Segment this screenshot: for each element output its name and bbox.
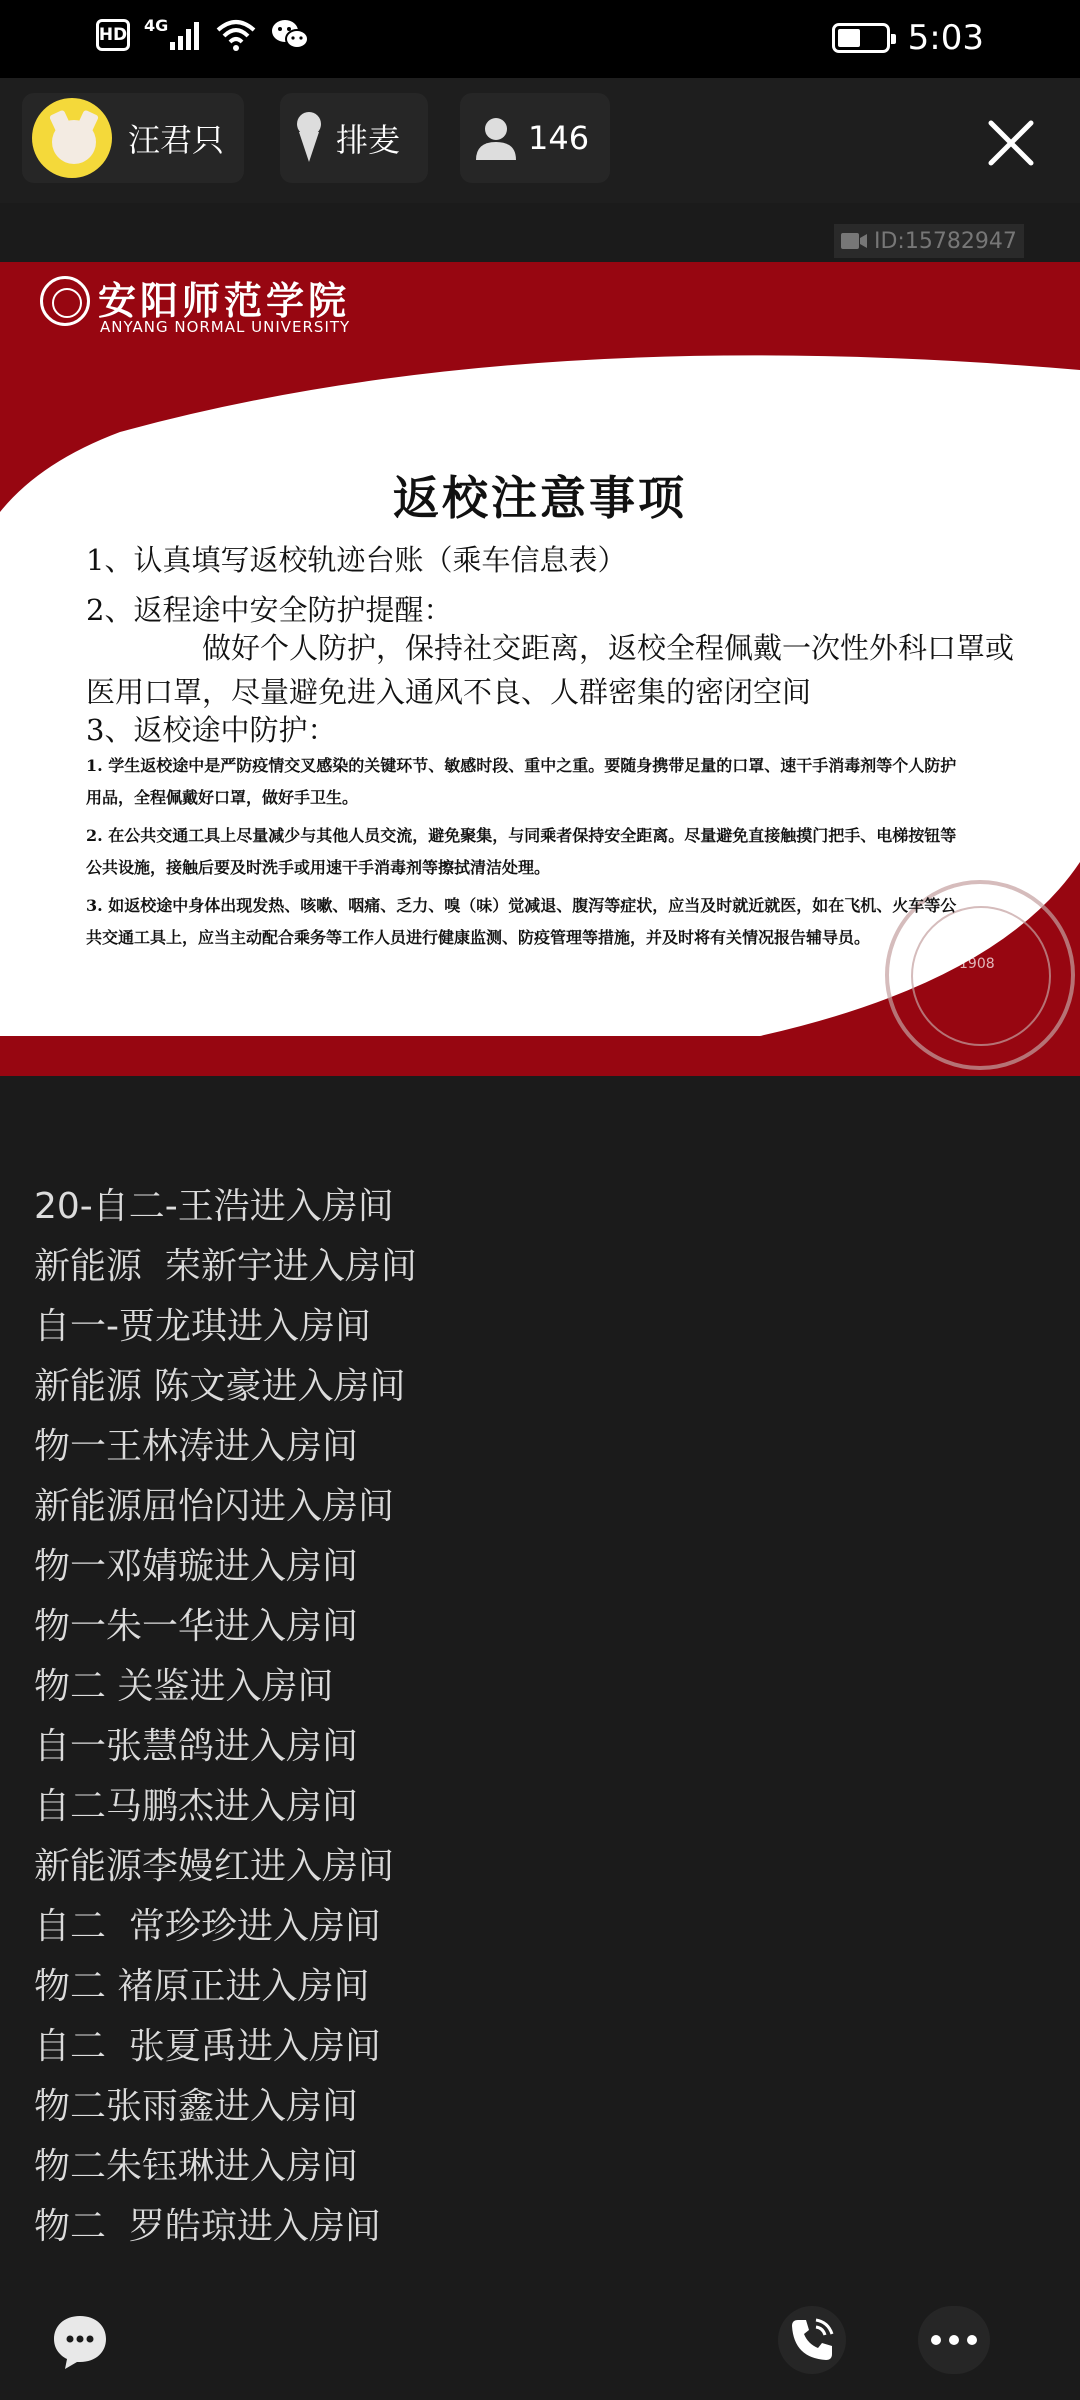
host-profile[interactable] xyxy=(22,93,244,183)
list-item: 自一-贾龙琪进入房间 xyxy=(34,1306,371,1347)
wifi-icon xyxy=(216,18,256,52)
list-item: 物一王林涛进入房间 xyxy=(34,1426,359,1467)
more-dot xyxy=(949,2335,959,2345)
status-left xyxy=(96,15,310,52)
list-item: 自二马鹏杰进入房间 xyxy=(34,1786,359,1827)
room-header xyxy=(0,78,1080,203)
list-item: 物二 关鉴进入房间 xyxy=(34,1666,334,1707)
network-type: 4G xyxy=(144,15,169,35)
list-item: 自二 张夏禹进入房间 xyxy=(34,2026,381,2067)
list-item: 物一邓婧璇进入房间 xyxy=(34,1546,359,1587)
voice-call-button[interactable] xyxy=(778,2306,846,2374)
chat-message-list[interactable] xyxy=(34,1186,934,2282)
chat-bubble-icon[interactable] xyxy=(50,2312,110,2372)
list-item: 20-自二-王浩进入房间 xyxy=(34,1186,394,1227)
avatar[interactable] xyxy=(32,98,112,178)
list-item: 物二 罗皓琼进入房间 xyxy=(34,2206,381,2247)
room-id-tag xyxy=(834,224,1024,258)
more-dot xyxy=(967,2335,977,2345)
more-options-button[interactable] xyxy=(918,2306,990,2374)
more-dot xyxy=(931,2335,941,2345)
list-item: 物二朱钰琳进入房间 xyxy=(34,2146,359,2187)
slide-subitem-1: 1. 学生返校途中是严防疫情交叉感染的关键环节、敏感时段、重中之重。要随身携带足量的口罩、速干手消毒剂等个人防护用品，全程佩戴好口罩，做好手卫生。 xyxy=(86,756,957,807)
close-icon[interactable] xyxy=(986,118,1036,168)
microphone-icon xyxy=(296,112,322,164)
list-item: 物二 褚原正进入房间 xyxy=(34,1966,370,2007)
hd-icon: HD xyxy=(96,19,130,51)
slide-item-3: 3、返校途中防护： xyxy=(86,713,337,747)
slide-item-2: 2、返程途中安全防护提醒： xyxy=(86,593,453,627)
viewer-count: 146 xyxy=(528,119,590,157)
slide-subitem-2: 2. 在公共交通工具上尽量减少与其他人员交流，避免聚集，与同乘者保持安全距离。尽量避免直接触摸门把手、电梯按钮等公共设施，接触后要及时洗手或用速干手消毒剂等擦拭清洁处理。 xyxy=(86,826,957,877)
status-bar xyxy=(0,0,1080,78)
viewer-count-button[interactable] xyxy=(460,93,610,183)
list-item: 新能源李嫚红进入房间 xyxy=(34,1846,395,1887)
university-name-en: ANYANG NORMAL UNIVERSITY xyxy=(100,318,351,336)
battery-icon xyxy=(832,23,890,53)
host-name: 汪君只 xyxy=(128,121,225,159)
bottom-toolbar xyxy=(0,2282,1080,2400)
clock: 5:03 xyxy=(907,18,984,58)
list-item: 自一张慧鸽进入房间 xyxy=(34,1726,359,1767)
seal-year: 1908 xyxy=(959,956,995,972)
slide-item-1: 1、认真填写返校轨迹台账（乘车信息表） xyxy=(86,543,627,577)
slide-title: 返校注意事项 xyxy=(393,471,687,525)
list-item: 自二 常珍珍进入房间 xyxy=(34,1906,381,1947)
list-item: 物二张雨鑫进入房间 xyxy=(34,2086,359,2127)
list-item: 新能源屈怡闪进入房间 xyxy=(34,1486,395,1527)
list-item: 新能源 荣新宇进入房间 xyxy=(34,1246,417,1287)
mic-queue-label: 排麦 xyxy=(336,121,401,159)
video-camera-icon xyxy=(840,231,868,251)
list-item: 物一朱一华进入房间 xyxy=(34,1606,359,1647)
mic-queue-button[interactable] xyxy=(280,93,428,183)
slide-subitem-3: 3. 如返校途中身体出现发热、咳嗽、咽痛、乏力、嗅（味）觉减退、腹泻等症状，应当及时就近就医，如在飞机、火车等公共交通工具上，应当主动配合乘务等工作人员进行健康监测、防疫管理等措施，并及时将有关情况报告辅导员。 xyxy=(86,896,957,947)
university-name: 安阳师范学院 xyxy=(98,278,351,323)
signal-icon xyxy=(168,18,202,52)
wechat-icon xyxy=(270,18,310,52)
slide-item-2-detail: 做好个人防护，保持社交距离，返校全程佩戴一次性外科口罩或医用口罩，尽量避免进入通风不良、人群密集的密闭空间 xyxy=(86,631,1015,709)
phone-icon xyxy=(788,2316,836,2364)
status-right xyxy=(832,18,984,58)
shared-slide xyxy=(0,262,1080,1076)
university-logo xyxy=(40,276,90,326)
user-icon xyxy=(474,116,518,160)
room-id: ID:15782947 xyxy=(874,228,1017,254)
list-item: 新能源 陈文豪进入房间 xyxy=(34,1366,406,1407)
